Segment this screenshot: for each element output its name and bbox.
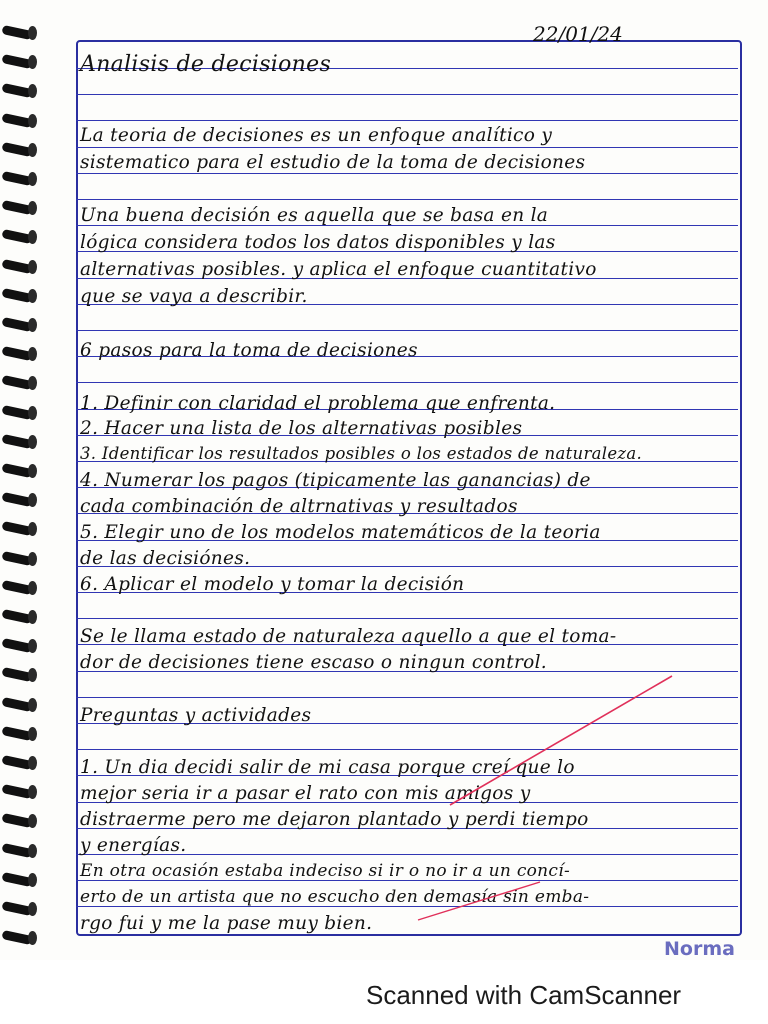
text-line: La teoria de decisiones es un enfoque analítico y (80, 125, 553, 146)
list-item: 6. Aplicar el modelo y tomar la decisión (80, 574, 465, 595)
date: 22/01/24 (533, 22, 623, 46)
scanner-watermark: Scanned with CamScanner (366, 980, 682, 1010)
text-line: 1. Un dia decidi salir de mi casa porque creí que lo (80, 757, 575, 778)
section-heading: 6 pasos para la toma de decisiones (80, 340, 418, 361)
text-line: Se le llama estado de naturaleza aquello a que el toma- (80, 626, 617, 647)
list-item: 4. Numerar los pagos (tipicamente las ganancias) de (80, 470, 591, 491)
text-line: distraerme pero me dejaron plantado y perdi tiempo (80, 809, 589, 830)
list-item: de las decisiónes. (80, 548, 251, 569)
list-item: cada combinación de altrnativas y resultados (80, 496, 518, 517)
text-line: erto de un artista que no escucho den demasía sin emba- (80, 887, 590, 907)
text-line: que se vaya a describir. (80, 286, 308, 307)
text-line: sistematico para el estudio de la toma de decisiones (80, 152, 586, 173)
list-item: 1. Definir con claridad el problema que enfrenta. (80, 393, 556, 414)
text-line: lógica considera todos los datos disponibles y las (80, 232, 556, 253)
list-item: 3. Identificar los resultados posibles o los estados de naturaleza. (80, 444, 643, 463)
text-line: rgo fui y me la pase muy bien. (80, 913, 373, 934)
text-line: Una buena decisión es aquella que se basa en la (80, 205, 549, 226)
section-heading: Preguntas y actividades (80, 705, 312, 726)
list-item: 5. Elegir uno de los modelos matemáticos de la teoria (80, 522, 601, 543)
text-line: mejor seria ir a pasar el rato con mis amigos y (80, 783, 531, 804)
text-line: alternativas posibles. y aplica el enfoque cuantitativo (80, 259, 597, 280)
brand-logo: Norma (664, 938, 735, 960)
list-item: 2. Hacer una lista de los alternativas posibles (80, 418, 523, 439)
text-line: En otra ocasión estaba indeciso si ir o no ir a un concí- (80, 861, 571, 881)
page-title: Analisis de decisiones (80, 52, 332, 77)
text-line: dor de decisiones tiene escaso o ningun control. (80, 652, 547, 673)
text-line: y energías. (80, 835, 187, 856)
